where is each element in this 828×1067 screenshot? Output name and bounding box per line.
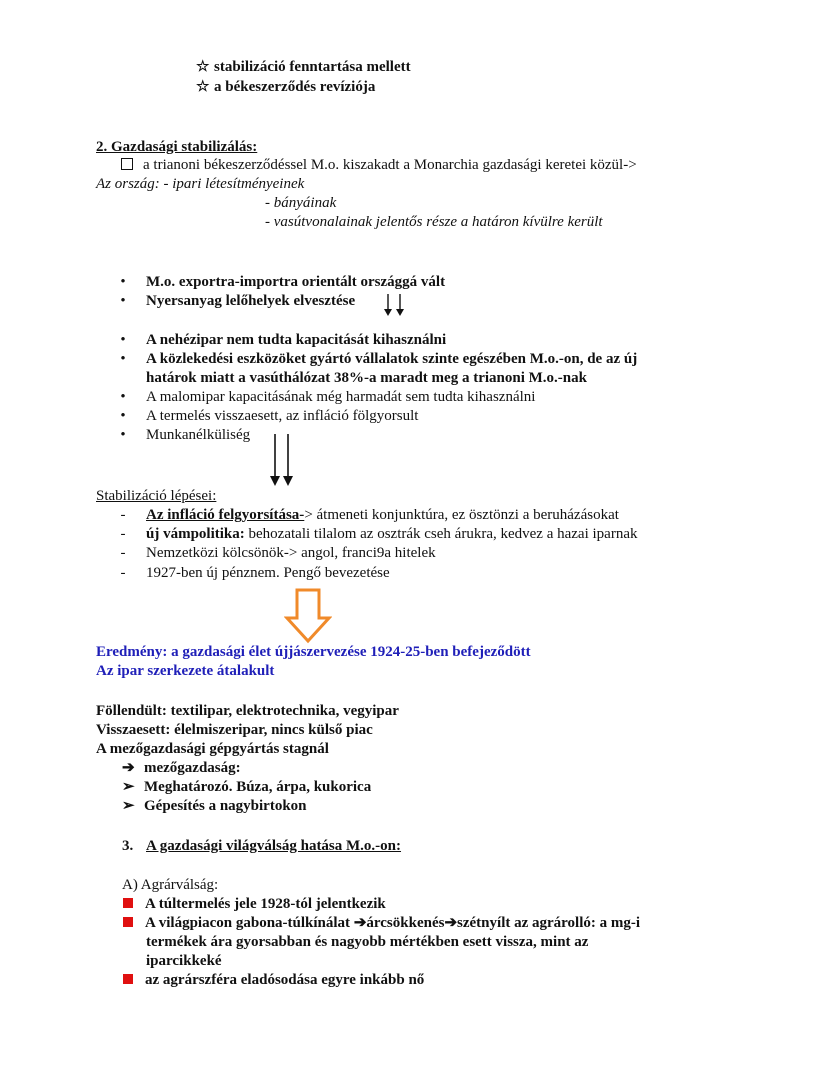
agri-point-1: ➢ Meghatározó. Búza, árpa, kukorica <box>122 779 372 795</box>
double-down-arrow-icon <box>382 292 408 318</box>
dash-icon: - <box>120 507 126 523</box>
bullet-text: A malomipar kapacitásának még harmadát sem tudta kihasználni <box>146 389 536 405</box>
section-2-heading: 2. Gazdasági stabilizálás: <box>96 139 258 155</box>
double-down-arrow-icon <box>267 432 297 490</box>
dash-icon: - <box>120 545 126 561</box>
bullet-icon: • <box>120 408 126 424</box>
step-3: Nemzetközi kölcsönök-> angol, franci9a hitelek <box>146 545 436 561</box>
bullet-text: Munkanélküliség <box>146 427 251 443</box>
bold-right-arrow-icon: ➔ <box>444 915 458 931</box>
bullet-text: M.o. exportra-importra orientált országgá vált <box>146 274 446 290</box>
bullet-icon: • <box>120 332 126 348</box>
red-square-icon <box>123 898 133 908</box>
red-point-1: A túltermelés jele 1928-tól jelentkezik <box>123 895 386 914</box>
star-icon: ☆ <box>196 79 210 95</box>
checkbox-line: a trianoni békeszerződéssel M.o. kiszakadt a Monarchia gazdasági keretei közül-> <box>121 156 637 175</box>
industry-decline: Visszaesett: élelmiszeripar, nincs külső piac <box>96 722 373 738</box>
bullet-icon: • <box>120 389 126 405</box>
section-3-heading: A gazdasági világválság hatása M.o.-on: <box>146 838 402 854</box>
bullet-icon: • <box>120 274 126 290</box>
star-line-1: ☆ stabilizáció fenntartása mellett <box>196 59 411 75</box>
result-line-1: Eredmény: a gazdasági élet újjászervezése 1924-25-ben befejeződött <box>96 644 531 660</box>
red-point-3: az agrárszféra eladósodása egyre inkább nő <box>123 971 424 990</box>
bullet-text: Nyersanyag lelőhelyek elvesztése <box>146 293 356 309</box>
result-line-2: Az ipar szerkezete átalakult <box>96 663 275 679</box>
industry-stagnation: A mezőgazdasági gépgyártás stagnál <box>96 741 329 757</box>
country-line: Az ország: - ipari létesítményeinek <box>96 176 305 192</box>
agri-arrow-line: ➔ mezőgazdaság: <box>122 760 241 776</box>
steps-heading: Stabilizáció lépései: <box>96 488 217 504</box>
step-4: 1927-ben új pénznem. Pengő bevezetése <box>146 565 390 581</box>
country-sub-1: - bányáinak <box>265 195 337 211</box>
sub-a-heading: A) Agrárválság: <box>122 877 219 893</box>
bullet-text: A termelés visszaesett, az infláció fölgyorsult <box>146 408 419 424</box>
bullet-text-continued: határok miatt a vasúthálózat 38%-a maradt meg a trianoni M.o.-nak <box>146 370 587 386</box>
red-square-icon <box>123 917 133 927</box>
bullet-icon: • <box>120 293 126 309</box>
checkbox-square-icon <box>121 158 133 170</box>
arrowhead-bullet-icon: ➢ <box>122 779 135 795</box>
section-3-number: 3. <box>122 838 134 854</box>
bullet-text: A közlekedési eszközöket gyártó vállalatok szinte egészében M.o.-on, de az új <box>146 351 638 367</box>
red-point-2-continued: termékek ára gyorsabban és nagyobb mértékben esett vissza, mint az <box>146 934 589 950</box>
red-square-icon <box>123 974 133 984</box>
bullet-icon: • <box>120 351 126 367</box>
bold-right-arrow-icon: ➔ <box>353 915 367 931</box>
bullet-icon: • <box>120 427 126 443</box>
orange-down-arrow-icon <box>284 588 332 644</box>
dash-icon: - <box>120 565 126 581</box>
step-1: Az infláció felgyorsítása-> átmeneti konjunktúra, ez ösztönzi a beruházásokat <box>146 507 619 523</box>
dash-icon: - <box>120 526 126 542</box>
star-icon: ☆ <box>196 59 210 75</box>
star-line-2: ☆ a békeszerződés revíziója <box>196 79 376 95</box>
country-sub-2: - vasútvonalainak jelentős része a határon kívülre került <box>265 214 603 230</box>
step-2: új vámpolitika: behozatali tilalom az osztrák cseh árukra, kedvez a hazai iparnak <box>146 526 638 542</box>
red-point-2-continued: iparcikkeké <box>146 953 222 969</box>
bold-right-arrow-icon: ➔ <box>122 760 135 776</box>
bullet-text: A nehézipar nem tudta kapacitását kihasználni <box>146 332 447 348</box>
agri-point-2: ➢ Gépesítés a nagybirtokon <box>122 798 307 814</box>
arrowhead-bullet-icon: ➢ <box>122 798 135 814</box>
industry-boom: Föllendült: textilipar, elektrotechnika, vegyipar <box>96 703 399 719</box>
red-point-2: A világpiacon gabona-túlkínálat ➔árcsökkenés➔szétnyílt az agrárolló: a mg-i <box>123 914 640 933</box>
